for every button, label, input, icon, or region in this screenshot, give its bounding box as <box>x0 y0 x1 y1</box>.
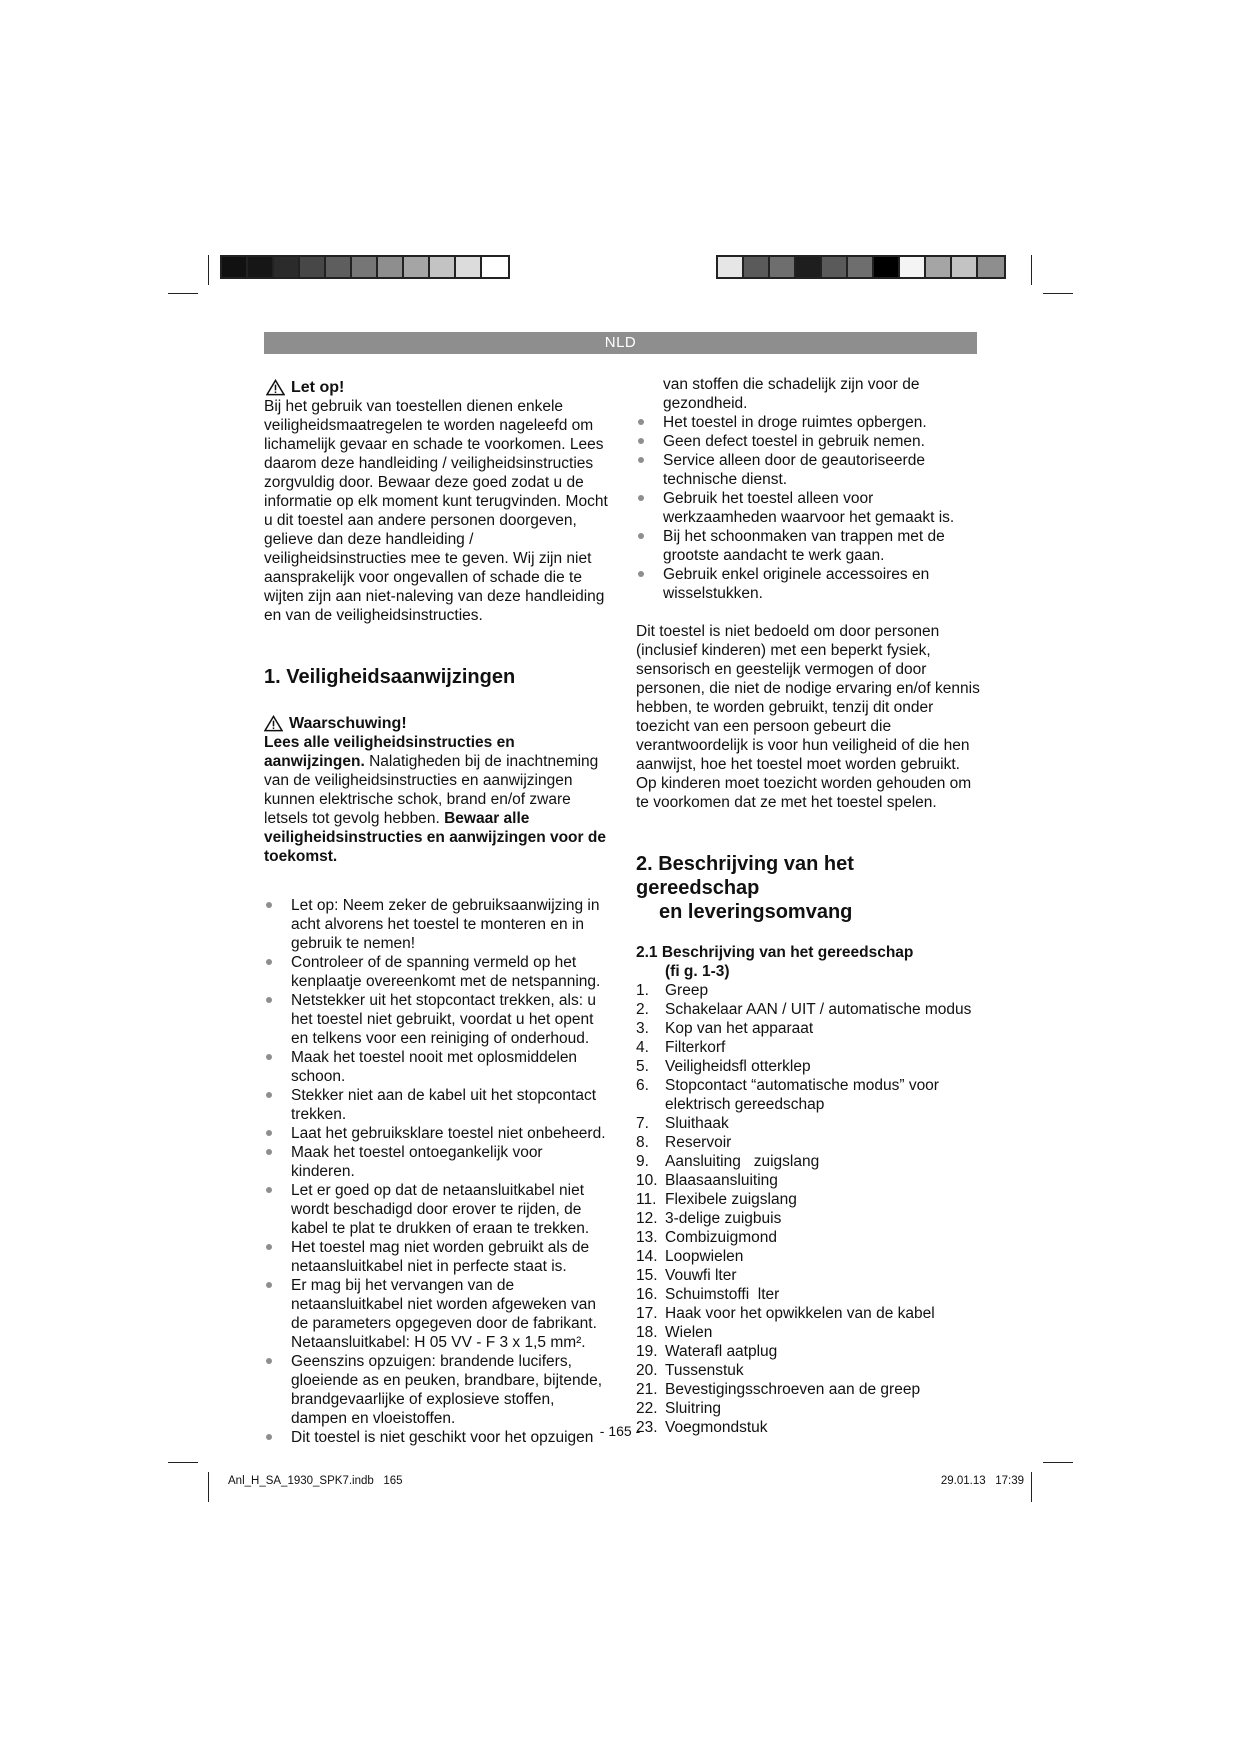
section-2-heading <box>636 852 981 924</box>
warning-paragraph <box>264 733 610 866</box>
part-label: Blaasaansluiting <box>665 1172 778 1189</box>
crop-mark-top-right-horizontal <box>1043 293 1073 294</box>
footer-file-info: Anl_H_SA_1930_SPK7.indb 165 <box>228 1475 403 1487</box>
crop-mark-bottom-right-vertical <box>1031 1472 1032 1502</box>
part-label: Waterafl aatplug <box>665 1343 778 1360</box>
warning-body: Nalatigheden bij de inachtneming van de veiligheidsinstructies en aanwijzingen kunnen elektrische schok, brand en/of zware letsels tot gevolg hebben. <box>264 753 599 827</box>
safety-bullet-list-continued <box>636 413 981 603</box>
calibration-left-swatch <box>482 257 508 277</box>
warning-tail: Bewaar alle veiligheidsinstructies en aanwijzingen voor de toekomst. <box>264 810 606 865</box>
notice-title-text: Let op! <box>291 379 345 396</box>
bullet-item: Gebruik het toestel alleen voor werkzaamheden waarvoor het gemaakt is. <box>636 489 981 527</box>
part-number: 1. <box>636 982 649 999</box>
part-item <box>636 1266 981 1285</box>
part-number: 9. <box>636 1153 649 1170</box>
left-column <box>264 378 610 1447</box>
calibration-left-swatch <box>248 257 274 277</box>
part-label: Tussenstuk <box>665 1362 744 1379</box>
section-2-heading-line2: en leveringsomvang <box>659 901 853 923</box>
part-label: Schuimstoffi lter <box>665 1286 780 1303</box>
warning-lead: Lees alle veiligheidsinstructies en aanwijzingen. <box>264 734 515 770</box>
calibration-right-swatch <box>900 257 926 277</box>
bullet-item: Let er goed op dat de netaansluitkabel niet wordt beschadigd door erover te rijden, de kabel te plat te drukken of eraan te trekken. <box>264 1181 610 1238</box>
part-number: 8. <box>636 1134 649 1151</box>
calibration-right-swatch <box>952 257 978 277</box>
notice-paragraph: Bij het gebruik van toestellen dienen enkele veiligheidsmaatregelen te worden nageleefd om lichamelijk gevaar en schade te voorkomen. Lees daarom deze handleiding / veiligheidsinstructies zorgvuldig door. Bewaar deze goed zodat u de informatie op elk moment kunt terugvinden. Mocht u dit toestel aan andere personen doorgeven, gelieve dan deze handleiding / veiligheidsinstructies mee te geven. Wij zijn niet aansprakelijk voor ongevallen of schade die te wijten zijn aan niet-naleving van deze handleiding en van de veiligheidsinstructies. <box>264 398 608 624</box>
calibration-right-swatch <box>796 257 822 277</box>
part-number: 15. <box>636 1267 658 1284</box>
bullet-item: Stekker niet aan de kabel uit het stopcontact trekken. <box>264 1086 610 1124</box>
color-calibration-strip-left <box>220 255 510 279</box>
part-item <box>636 1304 981 1323</box>
part-item <box>636 1209 981 1228</box>
subsection-heading-line1: 2.1 Beschrijving van het gereedschap <box>636 944 914 961</box>
crop-mark-bottom-left-vertical <box>208 1472 209 1502</box>
part-item <box>636 1380 981 1399</box>
calibration-right-swatch <box>770 257 796 277</box>
part-label: Veiligheidsfl otterklep <box>665 1058 811 1075</box>
bullet-item: Het toestel in droge ruimtes opbergen. <box>636 413 981 432</box>
bullet-item: Geen defect toestel in gebruik nemen. <box>636 432 981 451</box>
warning-title <box>264 714 610 733</box>
part-label: Wielen <box>665 1324 713 1341</box>
calibration-left-swatch <box>326 257 352 277</box>
calibration-left-swatch <box>404 257 430 277</box>
part-label: Greep <box>665 982 709 999</box>
right-column <box>636 375 981 1437</box>
part-number: 19. <box>636 1343 658 1360</box>
part-item <box>636 981 981 1000</box>
bullet-item: Dit toestel is niet geschikt voor het opzuigen <box>264 1428 610 1447</box>
part-label: Filterkorf <box>665 1039 726 1056</box>
subsection-heading-line2: (fi g. 1-3) <box>665 963 730 980</box>
part-label: Sluithaak <box>665 1115 729 1132</box>
calibration-right-swatch <box>978 257 1004 277</box>
bullet-item: Bij het schoonmaken van trappen met de grootste aandacht te werk gaan. <box>636 527 981 565</box>
bullet-item: Het toestel mag niet worden gebruikt als de netaansluitkabel niet in perfecte staat is. <box>264 1238 610 1276</box>
part-item <box>636 1285 981 1304</box>
safety-bullet-list <box>264 896 610 1447</box>
bullet-item: Er mag bij het vervangen van de netaansluitkabel niet worden afgeweken van de parameters opgegeven door de fabrikant. Netaansluitkabel: H 05 VV - F 3 x 1,5 mm². <box>264 1276 610 1352</box>
bullet-item: Netstekker uit het stopcontact trekken, als: u het toestel niet gebruikt, voordat u het opent en telkens voor een reiniging of onderhoud. <box>264 991 610 1048</box>
calibration-right-swatch <box>822 257 848 277</box>
part-item <box>636 1342 981 1361</box>
crop-mark-bottom-right-horizontal <box>1043 1462 1073 1463</box>
calibration-right-swatch <box>874 257 900 277</box>
part-item <box>636 1171 981 1190</box>
section-1-heading: 1. Veiligheidsaanwijzingen <box>264 666 516 688</box>
part-item <box>636 1019 981 1038</box>
part-label: 3-delige zuigbuis <box>665 1210 782 1227</box>
bullet-item: Laat het gebruiksklare toestel niet onbeheerd. <box>264 1124 610 1143</box>
part-number: 14. <box>636 1248 658 1265</box>
language-code: NLD <box>604 334 637 351</box>
parts-list <box>636 981 981 1437</box>
calibration-left-swatch <box>456 257 482 277</box>
part-item <box>636 1133 981 1152</box>
bullet-item: Service alleen door de geautoriseerde technische dienst. <box>636 451 981 489</box>
subsection-2-1-heading <box>636 943 981 981</box>
calibration-right-swatch <box>926 257 952 277</box>
warning-triangle-icon <box>266 379 285 396</box>
calibration-left-swatch <box>300 257 326 277</box>
part-label: Haak voor het opwikkelen van de kabel <box>665 1305 935 1322</box>
calibration-left-swatch <box>430 257 456 277</box>
part-number: 17. <box>636 1305 658 1322</box>
part-item <box>636 1418 981 1437</box>
part-label: Combizuigmond <box>665 1229 777 1246</box>
part-number: 3. <box>636 1020 649 1037</box>
part-number: 7. <box>636 1115 649 1132</box>
language-header-bar <box>264 332 977 354</box>
calibration-left-swatch <box>352 257 378 277</box>
part-item <box>636 1057 981 1076</box>
part-number: 20. <box>636 1362 658 1379</box>
part-number: 21. <box>636 1381 658 1398</box>
part-item <box>636 1038 981 1057</box>
part-label: Voegmondstuk <box>665 1419 768 1436</box>
part-item <box>636 1228 981 1247</box>
calibration-right-swatch <box>848 257 874 277</box>
crop-mark-top-left-horizontal <box>168 293 198 294</box>
part-label: Reservoir <box>665 1134 732 1151</box>
part-label: Stopcontact “automatische modus” voor elektrisch gereedschap <box>665 1077 944 1113</box>
calibration-left-swatch <box>378 257 404 277</box>
part-item <box>636 1323 981 1342</box>
part-label: Schakelaar AAN / UIT / automatische modus <box>665 1001 972 1018</box>
part-number: 6. <box>636 1077 649 1094</box>
part-item <box>636 1190 981 1209</box>
part-item <box>636 1361 981 1380</box>
part-item <box>636 1152 981 1171</box>
warning-title-text: Waarschuwing! <box>289 715 407 732</box>
part-number: 4. <box>636 1039 649 1056</box>
part-number: 10. <box>636 1172 658 1189</box>
part-number: 11. <box>636 1191 657 1208</box>
crop-mark-top-left-vertical <box>208 255 209 285</box>
part-label: Sluitring <box>665 1400 721 1417</box>
part-label: Loopwielen <box>665 1248 744 1265</box>
part-label: Kop van het apparaat <box>665 1020 814 1037</box>
crop-mark-bottom-left-horizontal <box>168 1462 198 1463</box>
part-number: 13. <box>636 1229 658 1246</box>
part-item <box>636 1000 981 1019</box>
calibration-right-swatch <box>718 257 744 277</box>
bullet-item: Gebruik enkel originele accessoires en wisselstukken. <box>636 565 981 603</box>
footer-datetime: 29.01.13 17:39 <box>940 1475 1024 1487</box>
part-label: Flexibele zuigslang <box>665 1191 797 1208</box>
calibration-right-swatch <box>744 257 770 277</box>
calibration-left-swatch <box>222 257 248 277</box>
part-item <box>636 1399 981 1418</box>
part-number: 2. <box>636 1001 649 1018</box>
part-number: 18. <box>636 1324 658 1341</box>
part-item <box>636 1076 981 1114</box>
bullet-item: Maak het toestel ontoegankelijk voor kinderen. <box>264 1143 610 1181</box>
warning-triangle-icon <box>264 715 283 732</box>
bullet-item: Let op: Neem zeker de gebruiksaanwijzing in acht alvorens het toestel te monteren en in gebruik te nemen! <box>264 896 610 953</box>
color-calibration-strip-right <box>716 255 1006 279</box>
bullet-item: Geenszins opzuigen: brandende lucifers, gloeiende as en peuken, brandbare, bijtende, brandgevaarlijke of explosieve stoffen, dampen en vloeistoffen. <box>264 1352 610 1428</box>
part-number: 12. <box>636 1210 658 1227</box>
part-number: 23. <box>636 1419 658 1436</box>
bullet-item: Maak het toestel nooit met oplosmiddelen schoon. <box>264 1048 610 1086</box>
continuation-text: van stoffen die schadelijk zijn voor de gezondheid. <box>663 376 920 412</box>
part-label: Aansluiting zuigslang <box>665 1153 820 1170</box>
part-label: Vouwfi lter <box>665 1267 737 1284</box>
page-number: - 165 - <box>599 1423 641 1439</box>
notice-title <box>266 378 610 397</box>
crop-mark-top-right-vertical <box>1031 255 1032 285</box>
part-label: Bevestigingsschroeven aan de greep <box>665 1381 921 1398</box>
part-number: 5. <box>636 1058 649 1075</box>
bullet-item: Controleer of de spanning vermeld op het kenplaatje overeenkomt met de netspanning. <box>264 953 610 991</box>
part-item <box>636 1114 981 1133</box>
part-number: 16. <box>636 1286 658 1303</box>
calibration-left-swatch <box>274 257 300 277</box>
persons-paragraph: Dit toestel is niet bedoeld om door personen (inclusief kinderen) met een beperkt fysiek, sensorisch en geestelijk vermogen of door personen, die niet de nodige ervaring en/of kennis hebben, te worden gebruikt, tenzij dit onder toezicht van een persoon gebeurt die verantwoordelijk is voor hun veiligheid of die hen aanwijst, hoe het toestel moet worden gebruikt. Op kinderen moet toezicht worden gehouden om te voorkomen dat ze met het toestel spelen. <box>636 623 980 811</box>
section-2-heading-line1: 2. Beschrijving van het gereedschap <box>636 853 854 899</box>
part-number: 22. <box>636 1400 658 1417</box>
part-item <box>636 1247 981 1266</box>
